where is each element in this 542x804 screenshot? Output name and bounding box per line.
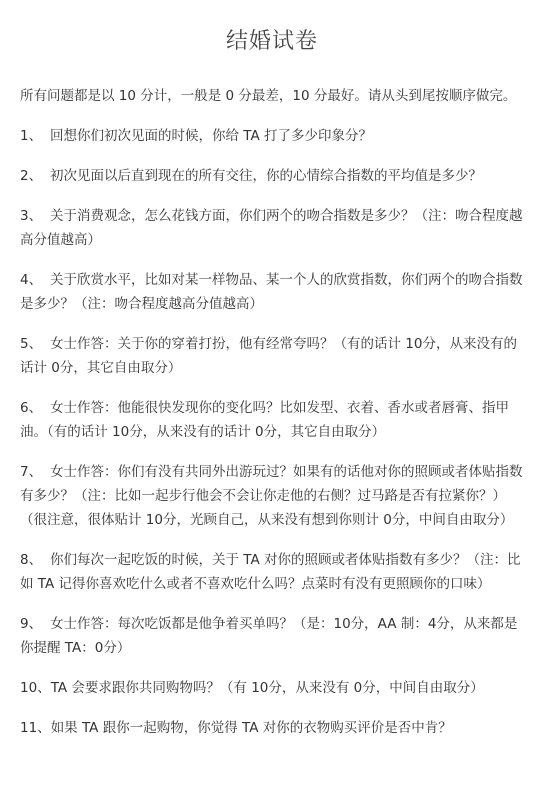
intro-text: 所有问题都是以 10 分计，一般是 0 分最差，10 分最好。请从头到尾按顺序做完。 (20, 88, 517, 104)
question-text: 女士作答：你们有没有共同外出游玩过？如果有的话他对你的照顾或者体贴指数有多少？（注：比如一起步行他会不会让你走他的右侧？过马路是否有拉紧你？）（很注意，很体贴计 10分，光顾自己，从来没有想到你则计 0分，中间自由取分） (20, 464, 523, 528)
question-item (20, 460, 524, 532)
question-text: 女士作答：每次吃饭都是他争着买单吗？（是：10分，AA 制：4分，从来都是你提醒 TA：0分） (20, 616, 518, 656)
question-item (20, 164, 524, 188)
question-number: 9、 (20, 616, 43, 632)
question-item (20, 204, 524, 252)
question-item (20, 612, 524, 660)
question-text: 关于欣赏水平，比如对某一样物品、某一个人的欣赏指数，你们两个的吻合指数是多少？（注：吻合程度越高分值越高） (20, 272, 523, 312)
question-number: 2、 (20, 168, 43, 184)
question-text: 如果 TA 跟你一起购物，你觉得 TA 对你的衣物购买评价是否中肯？ (50, 720, 452, 736)
question-text: 回想你们初次见面的时候，你给 TA 打了多少印象分？ (50, 128, 373, 144)
question-item (20, 676, 524, 700)
question-number: 8、 (20, 552, 43, 568)
question-text: 女士作答：他能很快发现你的变化吗？比如发型、衣着、香水或者唇膏、指甲油。（有的话计 10分，从来没有的话计 0分，其它自由取分） (20, 400, 509, 440)
question-item (20, 548, 524, 596)
page-title: 结婚试卷 (225, 29, 318, 54)
question-text: 你们每次一起吃饭的时候，关于 TA 对你的照顾或者体贴指数有多少？（注：比如 TA 记得你喜欢吃什么或者不喜欢吃什么吗？点菜时有没有更照顾你的口味） (20, 552, 521, 592)
question-number: 11、 (20, 720, 51, 736)
question-number: 5、 (20, 336, 43, 352)
question-number: 6、 (20, 400, 43, 416)
question-text: 初次见面以后直到现在的所有交往，你的心情综合指数的平均值是多少？ (50, 168, 482, 184)
question-number: 3、 (20, 208, 43, 224)
question-item (20, 332, 524, 380)
question-list (20, 124, 524, 740)
question-text: 女士作答：关于你的穿着打扮，他有经常夸吗？（有的话计 10分，从来没有的话计 0分，其它自由取分） (20, 336, 517, 376)
question-number: 4、 (20, 272, 43, 288)
question-item (20, 716, 524, 740)
question-item (20, 124, 524, 148)
question-item (20, 396, 524, 444)
question-number: 10、 (20, 680, 51, 696)
question-text: TA 会要求跟你共同购物吗？（有 10分，从来没有 0分，中间自由取分） (50, 680, 484, 696)
question-text: 关于消费观念，怎么花钱方面，你们两个的吻合指数是多少？（注：吻合程度越高分值越高） (20, 208, 523, 248)
question-item (20, 268, 524, 316)
question-number: 7、 (20, 464, 43, 480)
question-number: 1、 (20, 128, 43, 144)
